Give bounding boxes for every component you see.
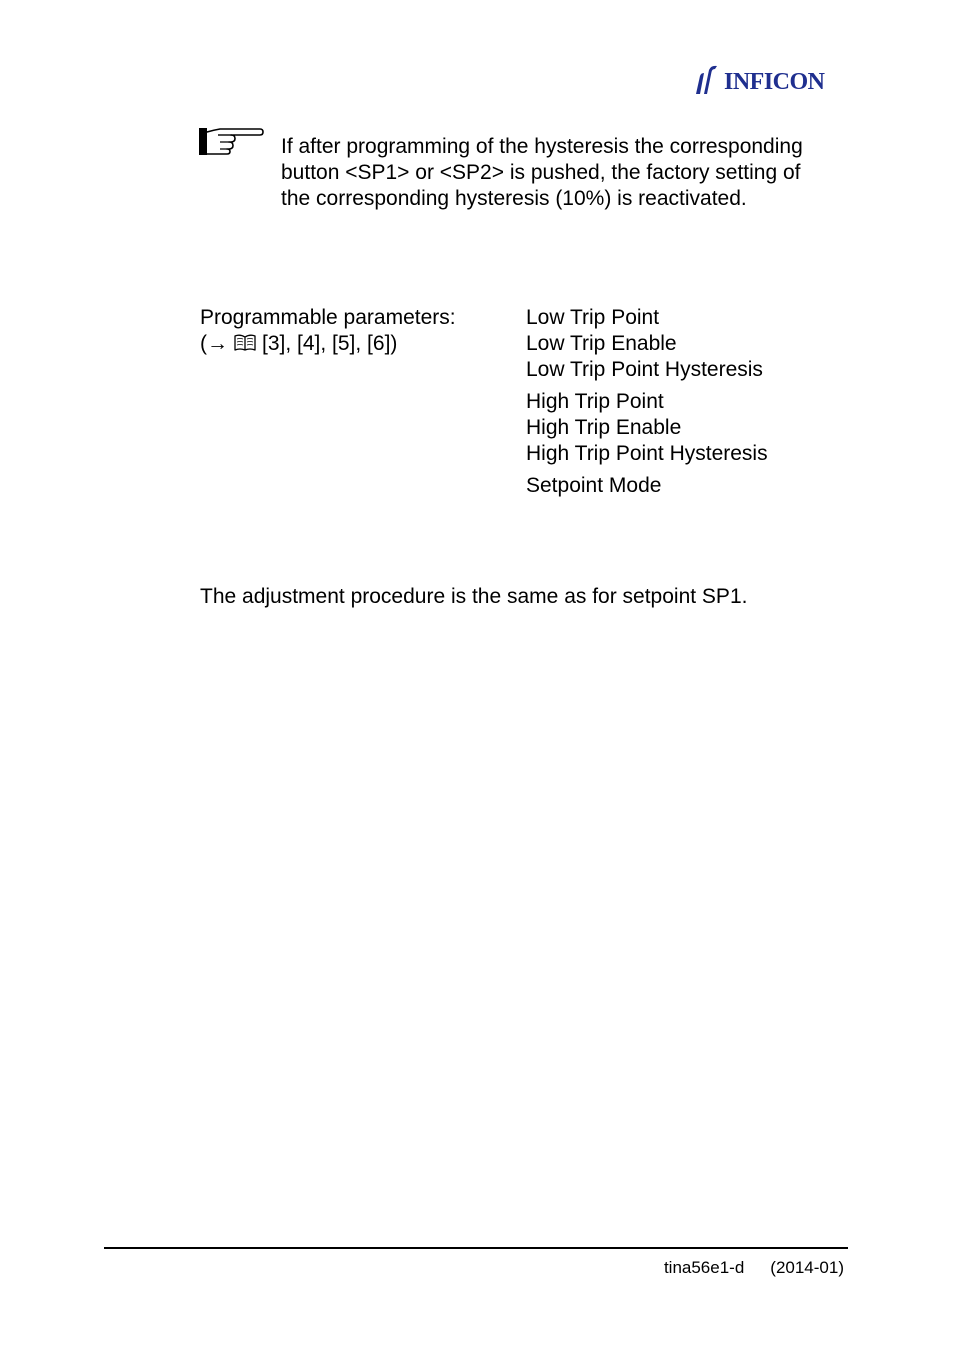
note-line: If after programming of the hysteresis the corresponding [281,135,803,158]
footer-date: (2014-01) [770,1258,844,1277]
book-icon [234,333,256,359]
footer-doc-id: tina56e1-d [663,1258,745,1277]
list-item: Low Trip Enable [526,332,677,355]
note-text [281,134,861,212]
footer-divider [104,1247,848,1249]
reference-prefix: (→ [200,332,228,355]
inficon-logo [694,64,846,96]
footer [664,1257,844,1279]
list-item: Low Trip Point Hysteresis [526,358,763,381]
list-item: High Trip Point [526,390,664,413]
body-paragraph: The adjustment procedure is the same as for setpoint SP1. [200,585,748,608]
note-line: button <SP1> or <SP2> is pushed, the factory setting of [281,161,801,184]
list-item: High Trip Point Hysteresis [526,442,768,465]
note-line: the corresponding hysteresis (10%) is reactivated. [281,187,747,210]
parameters-reference [200,331,456,359]
low-trip-group [526,305,768,383]
pointing-hand-icon [198,126,264,158]
reference-suffix: [3], [4], [5], [6]) [262,332,398,355]
parameters-list [526,305,768,505]
inficon-swoosh-icon [694,64,846,96]
parameters-label: Programmable parameters: [200,306,456,329]
list-item: Setpoint Mode [526,474,662,497]
parameters-label-block [200,305,456,359]
logo-text: INFICON [724,69,825,95]
list-item: High Trip Enable [526,416,682,439]
setpoint-mode-group [526,473,768,499]
list-item: Low Trip Point [526,306,660,329]
high-trip-group [526,389,768,467]
